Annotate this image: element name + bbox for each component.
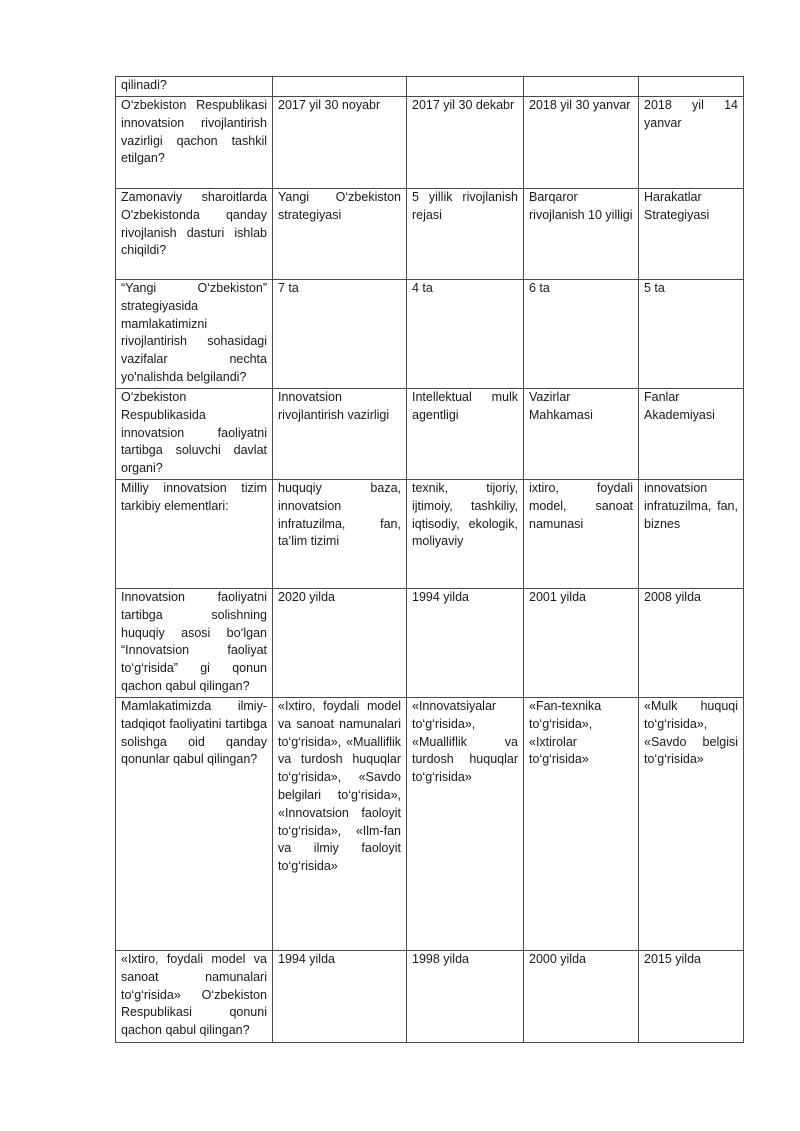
option-a-cell: «Ixtiro, foydali model va sanoat namunalari to‘g‘risida», «Mualliflik va turdosh huquqlar to‘g‘risida», «Savdo belgilari to‘g‘risida», «Innovatsion faoloyit to‘g‘risida», «Ilm-fan va ilmiy faoloyit to‘g‘risida» [273,698,407,951]
option-b-cell: texnik, tijoriy, ijtimoiy, tashkiliy, iqtisodiy, ekologik, moliyaviy [407,480,524,589]
question-cell: “Yangi O‘zbekiston” strategiyasida mamlakatimizni rivojlantirish sohasidagi vazifalar nechta yo'nalishda belgilandi? [116,280,273,389]
table-row [116,189,744,280]
option-d-cell: 2018 yil 14 yanvar [639,97,744,189]
question-cell: Mamlakatimizda ilmiy-tadqiqot faoliyatini tartibga solishga oid qanday qonunlar qabul qilingan? [116,698,273,951]
table-row [116,77,744,97]
option-c-cell: «Fan-texnika to‘g‘risida», «Ixtirolar to‘g‘risida» [524,698,639,951]
option-b-cell: «Innovatsiyalar to‘g‘risida», «Mualliflik va turdosh huquqlar to‘g‘risida» [407,698,524,951]
option-b-cell: 4 ta [407,280,524,389]
option-d-cell: innovatsion infratuzilma, fan, biznes [639,480,744,589]
option-b-cell: 1998 yilda [407,951,524,1043]
table-row [116,589,744,698]
option-a-cell [273,77,407,97]
option-b-cell: 2017 yil 30 dekabr [407,97,524,189]
option-a-cell: 2020 yilda [273,589,407,698]
option-c-cell: 2018 yil 30 yanvar [524,97,639,189]
option-d-cell [639,77,744,97]
option-a-cell: Innovatsion rivojlantirish vazirligi [273,389,407,480]
option-b-cell: 5 yillik rivojlanish rejasi [407,189,524,280]
table-row [116,389,744,480]
option-c-cell: 2001 yilda [524,589,639,698]
question-cell: «Ixtiro, foydali model va sanoat namunalari to‘g‘risida» O‘zbekiston Respublikasi qonuni qachon qabul qilingan? [116,951,273,1043]
table-row [116,97,744,189]
option-d-cell: Harakatlar Strategiyasi [639,189,744,280]
option-c-cell: 6 ta [524,280,639,389]
option-a-cell: huquqiy baza, innovatsion infratuzilma, fan, ta’lim tizimi [273,480,407,589]
table-row [116,480,744,589]
table-row [116,698,744,951]
question-cell: qilinadi? [116,77,273,97]
option-b-cell [407,77,524,97]
question-table [115,76,744,1043]
question-cell: Zamonaviy sharoitlarda O'zbekistonda qanday rivojlanish dasturi ishlab chiqildi? [116,189,273,280]
option-c-cell [524,77,639,97]
option-c-cell: ixtiro, foydali model, sanoat namunasi [524,480,639,589]
option-b-cell: 1994 yilda [407,589,524,698]
option-a-cell: 2017 yil 30 noyabr [273,97,407,189]
option-b-cell: Intellektual mulk agentligi [407,389,524,480]
option-c-cell: 2000 yilda [524,951,639,1043]
option-d-cell: 2008 yilda [639,589,744,698]
question-cell: O‘zbekiston Respublikasi innovatsion rivojlantirish vazirligi qachon tashkil etilgan? [116,97,273,189]
option-c-cell: Barqaror rivojlanish 10 yilligi [524,189,639,280]
option-a-cell: 1994 yilda [273,951,407,1043]
table-row [116,951,744,1043]
question-cell: Milliy innovatsion tizim tarkibiy elementlari: [116,480,273,589]
option-c-cell: Vazirlar Mahkamasi [524,389,639,480]
option-a-cell: 7 ta [273,280,407,389]
question-cell: O‘zbekiston Respublikasida innovatsion faoliyatni tartibga soluvchi davlat organi? [116,389,273,480]
question-cell: Innovatsion faoliyatni tartibga solishning huquqiy asosi bo‘lgan “Innovatsion faoliyat to‘g‘risida” gi qonun qachon qabul qilingan? [116,589,273,698]
table-row [116,280,744,389]
option-d-cell: 5 ta [639,280,744,389]
option-d-cell: 2015 yilda [639,951,744,1043]
option-d-cell: «Mulk huquqi to‘g‘risida», «Savdo belgisi to‘g‘risida» [639,698,744,951]
option-a-cell: Yangi O‘zbekiston strategiyasi [273,189,407,280]
option-d-cell: Fanlar Akademiyasi [639,389,744,480]
